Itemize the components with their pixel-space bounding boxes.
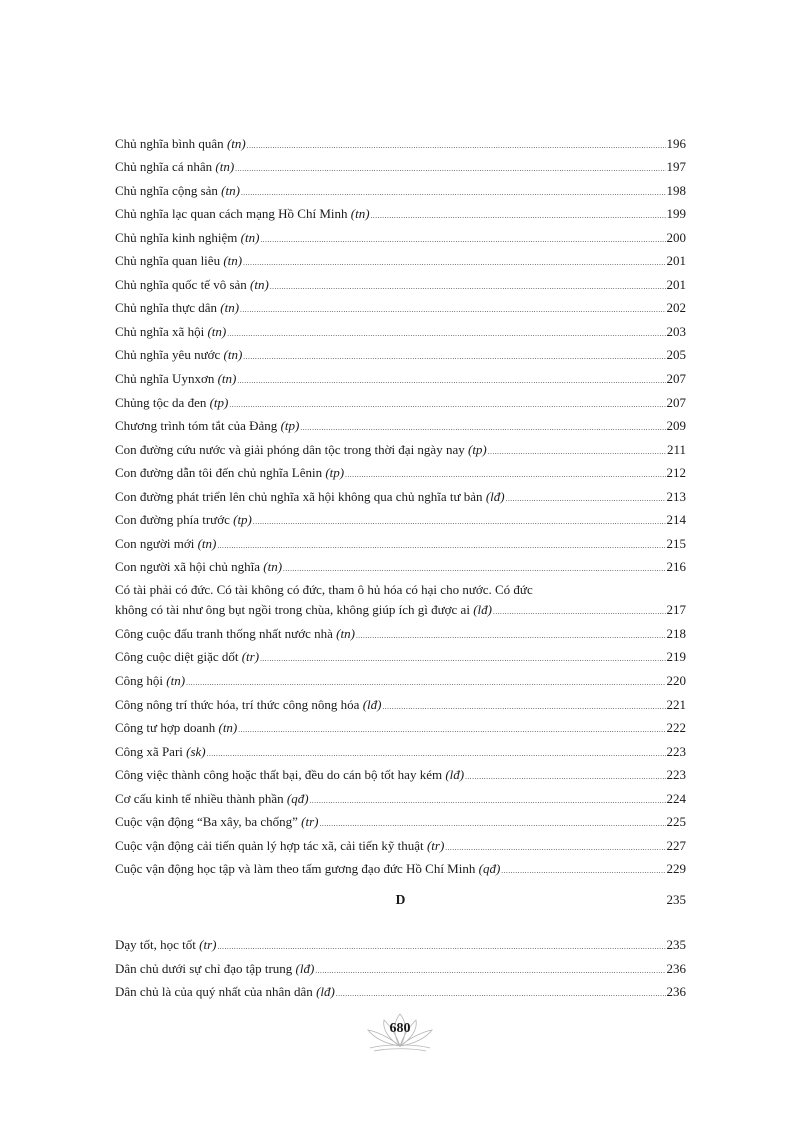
toc-entry [115, 714, 686, 738]
dot-leader [260, 656, 665, 662]
dot-leader [501, 868, 665, 874]
toc-entry [115, 482, 686, 506]
toc-entry-label [115, 813, 319, 831]
toc-entry-page: 219 [666, 649, 686, 665]
toc-entry-tag: (lđ) [473, 602, 492, 618]
toc-entry-page: 227 [666, 837, 686, 853]
toc-entry-page: 202 [666, 300, 686, 316]
toc-entry-page: 222 [666, 720, 686, 736]
toc-entry-page: 223 [666, 767, 686, 783]
toc-entry-label [115, 441, 487, 459]
toc-entry-text: Con đường phía trước [115, 512, 230, 528]
toc-entry-page: 201 [666, 276, 686, 292]
toc-entry-label [115, 346, 242, 364]
toc-entry-tag: (lđ) [295, 960, 315, 976]
dot-leader [207, 751, 666, 757]
toc-entry-page: 209 [666, 418, 686, 434]
toc-entry-text: Công nông trí thức hóa, trí thức công nông hóa [115, 696, 360, 712]
toc-entry-label [115, 323, 226, 341]
dot-leader [253, 519, 666, 525]
toc-entry-tag: (lđ) [445, 767, 465, 783]
toc-entry-text: Con người xã hội chủ nghĩa [115, 559, 260, 575]
toc-entry-tag: (tp) [233, 512, 252, 528]
toc-entry-tag: (qđ) [286, 790, 309, 806]
toc-entry-label [115, 252, 242, 270]
page-footer [360, 1010, 440, 1054]
dot-leader [310, 798, 666, 804]
toc-entry-text: Chủ nghĩa bình quân [115, 135, 224, 151]
dot-leader [247, 143, 666, 149]
toc-entry-text: Chủ nghĩa kinh nghiệm [115, 229, 238, 245]
toc-entry-page: 197 [666, 159, 686, 175]
dot-leader [465, 774, 665, 780]
entries-group-d [115, 930, 686, 1001]
toc-entry [115, 737, 686, 761]
toc-entry-tag: (tn) [197, 535, 217, 551]
toc-entry-label [115, 464, 344, 482]
toc-entry-label [115, 625, 355, 643]
toc-entry-page: 225 [666, 814, 686, 830]
toc-entry-label [115, 601, 492, 619]
dot-leader [506, 496, 666, 502]
toc-entry-tag: (tp) [467, 441, 487, 457]
toc-entry-text: Chủ nghĩa quan liêu [115, 253, 221, 269]
toc-entry-tag: (tr) [426, 837, 445, 853]
toc-entry-tag: (tr) [301, 814, 319, 830]
toc-entry-text: Dân chủ dưới sự chỉ đạo tập trung [115, 960, 293, 976]
dot-leader [240, 307, 665, 313]
toc-entry-label [115, 276, 269, 294]
toc-entry-page: 236 [666, 984, 686, 1000]
toc-entry-label [115, 719, 237, 737]
toc-entry-text: Cuộc vận động “Ba xây, ba chống” [115, 814, 298, 830]
toc-entry-label [115, 229, 259, 247]
toc-entry-label [115, 488, 505, 506]
toc-entry [115, 247, 686, 271]
toc-entry [115, 200, 686, 224]
toc-entry-page: 198 [666, 182, 686, 198]
toc-entry-label [115, 370, 236, 388]
toc-entry-label [115, 837, 444, 855]
toc-entry [115, 529, 686, 553]
toc-entry-page: 207 [666, 371, 686, 387]
toc-entry-tag: (tn) [221, 182, 240, 198]
dot-leader [345, 472, 665, 478]
toc-entry-text: Con đường cứu nước và giải phóng dân tộc trong thời đại ngày nay [115, 441, 465, 457]
toc-entry [115, 129, 686, 153]
dot-leader [260, 237, 665, 243]
toc-entry-tag: (tn) [218, 720, 238, 736]
toc-entry-tag: (tp) [325, 465, 345, 481]
toc-entry-tag: (tn) [350, 206, 370, 222]
toc-entry-page: 196 [666, 135, 686, 151]
toc-entry-text: Chủ nghĩa Uynxơn [115, 371, 215, 387]
page-number: 680 [389, 1021, 411, 1036]
dot-leader [371, 213, 666, 219]
toc-entry-tag: (tn) [223, 253, 243, 269]
dot-leader [186, 680, 665, 686]
toc-entry-label [115, 299, 239, 317]
toc-entry-page: 215 [666, 535, 686, 551]
toc-entry-text: Chủ nghĩa cộng sản [115, 182, 218, 198]
toc-entry [115, 690, 686, 714]
toc-entry-label [115, 696, 381, 714]
toc-entry-label [115, 417, 299, 435]
toc-entry-page: 223 [666, 743, 686, 759]
toc-entry-label [115, 936, 216, 954]
dot-leader [300, 425, 665, 431]
toc-entry-label [115, 790, 309, 808]
toc-entry-text: Cơ cấu kinh tế nhiều thành phần [115, 790, 284, 806]
toc-entry-text: Chủ nghĩa cá nhân [115, 159, 213, 175]
toc-entry-tag: (tp) [209, 394, 229, 410]
toc-entry-tag: (qđ) [478, 861, 501, 877]
toc-entry-text: Con người mới [115, 535, 195, 551]
toc-entry [115, 666, 686, 690]
entries-group-c [115, 129, 686, 576]
toc-entry-label [115, 135, 246, 153]
toc-entry-label [115, 983, 335, 1001]
toc-entry-tag: (tn) [226, 135, 246, 151]
toc-entry [115, 412, 686, 436]
toc-entry [115, 364, 686, 388]
toc-entry [115, 855, 686, 879]
toc-entry-label [115, 960, 314, 978]
toc-entry-text: Dân chủ là của quý nhất của nhân dân [115, 984, 313, 1000]
dot-leader [488, 449, 666, 455]
dot-leader [445, 845, 665, 851]
toc-entry-text: Chủ nghĩa xã hội [115, 323, 205, 339]
toc-entry-label [115, 182, 240, 200]
toc-entry-tag: (tn) [215, 159, 235, 175]
toc-entry [115, 978, 686, 1002]
toc-entry-page: 211 [666, 441, 686, 457]
toc-entry-page: 218 [666, 625, 686, 641]
toc-entry [115, 435, 686, 459]
toc-entry-text: Công xã Pari [115, 743, 183, 759]
section-letter: D [395, 892, 406, 908]
toc-entry [115, 270, 686, 294]
toc-entry-label [115, 672, 185, 690]
toc-entry-tag: (tn) [336, 625, 355, 641]
toc-entry-tag: (tn) [220, 300, 240, 316]
section-heading-d [115, 878, 686, 930]
toc-entry [115, 831, 686, 855]
toc-entry-text: Công việc thành công hoặc thất bại, đều do cán bộ tốt hay kém [115, 767, 443, 783]
toc-entry [115, 459, 686, 483]
dot-leader [493, 609, 666, 615]
dot-leader [382, 704, 665, 710]
toc-entry-page: 199 [666, 206, 686, 222]
toc-entry-line2: không có tài như ông bụt ngồi trong chùa, không giúp ích gì được ai [115, 602, 470, 618]
toc-entry [115, 619, 686, 643]
entries-group-c2 [115, 619, 686, 878]
dot-leader [283, 566, 665, 572]
toc-entry-text: Chủng tộc da đen [115, 394, 207, 410]
toc-entry [115, 784, 686, 808]
dot-leader [237, 378, 665, 384]
toc-entry-page: 229 [666, 861, 686, 877]
toc-entry-tag: (lđ) [362, 696, 382, 712]
dot-leader [235, 166, 665, 172]
dot-leader [227, 331, 665, 337]
section-page: 235 [666, 892, 686, 908]
toc-entry [115, 930, 686, 954]
dot-leader [217, 944, 665, 950]
toc-entry [115, 506, 686, 530]
toc-entry-tag: (tn) [263, 559, 283, 575]
toc-entry-label [115, 511, 252, 529]
toc-entry-text: Công cuộc diệt giặc dốt [115, 649, 239, 665]
toc-entry-text: Công cuộc đấu tranh thống nhất nước nhà [115, 625, 333, 641]
toc-entry-page: 213 [666, 488, 686, 504]
toc-entry-tag: (tr) [199, 936, 217, 952]
toc-entry [115, 388, 686, 412]
dot-leader [356, 633, 666, 639]
toc-entry-text: Công hội [115, 673, 164, 689]
toc-entry-multiline [115, 576, 686, 619]
toc-entry-page: 207 [666, 394, 686, 410]
toc-entry-page: 235 [666, 936, 686, 952]
toc-entry-tag: (tn) [250, 276, 269, 292]
toc-entry-text: Chương trình tóm tắt của Đảng [115, 418, 278, 434]
toc-entry-page: 224 [666, 790, 686, 806]
dot-leader [270, 284, 666, 290]
toc-entry [115, 223, 686, 247]
toc-entry-label [115, 394, 228, 412]
toc-entry-tag: (sk) [186, 743, 206, 759]
toc-entry-text: Cuộc vận động học tập và làm theo tấm gương đạo đức Hồ Chí Minh [115, 861, 476, 877]
toc-entry-tag: (tn) [223, 347, 243, 363]
toc-entry-tag: (lđ) [316, 984, 335, 1000]
toc-entry [115, 176, 686, 200]
toc-entry-page: 220 [666, 673, 686, 689]
toc-entry [115, 317, 686, 341]
toc-entry-label [115, 743, 206, 761]
toc-entry-tag: (tp) [280, 418, 300, 434]
dot-leader [320, 821, 666, 827]
dot-leader [243, 354, 665, 360]
toc-entry-page: 216 [666, 559, 686, 575]
toc-entry-page: 212 [666, 465, 686, 481]
table-of-contents [115, 129, 686, 1001]
toc-entry-line1: Có tài phải có đức. Có tài không có đức, tham ô hủ hóa có hại cho nước. Có đức [115, 582, 533, 598]
toc-entry-label [115, 535, 216, 553]
toc-entry-label [115, 205, 370, 223]
toc-entry-tag: (tn) [207, 323, 227, 339]
dot-leader [238, 727, 665, 733]
toc-entry [115, 341, 686, 365]
toc-entry [115, 153, 686, 177]
dot-leader [315, 968, 665, 974]
toc-entry-text: Chủ nghĩa yêu nước [115, 347, 221, 363]
toc-entry-tag: (tn) [166, 673, 186, 689]
toc-entry-text: Con đường dẫn tôi đến chủ nghĩa Lênin [115, 465, 323, 481]
toc-entry-label [115, 558, 282, 576]
toc-entry [115, 294, 686, 318]
toc-entry-page: 203 [666, 323, 686, 339]
toc-entry-text: Con đường phát triển lên chủ nghĩa xã hội không qua chủ nghĩa tư bản [115, 488, 483, 504]
toc-entry-page: 217 [666, 602, 686, 618]
dot-leader [229, 402, 665, 408]
dot-leader [241, 190, 666, 196]
toc-entry-tag: (tr) [241, 649, 260, 665]
toc-entry-label [115, 158, 234, 176]
toc-entry-page: 201 [666, 253, 686, 269]
toc-entry-text: Công tư hợp doanh [115, 720, 216, 736]
toc-entry-text: Chủ nghĩa thực dân [115, 300, 218, 316]
toc-entry [115, 553, 686, 577]
toc-entry-text: Cuộc vận động cải tiến quản lý hợp tác xã, cải tiến kỹ thuật [115, 837, 424, 853]
toc-entry-label [115, 648, 259, 666]
toc-entry-tag: (tn) [217, 371, 237, 387]
toc-entry [115, 761, 686, 785]
toc-entry-page: 205 [666, 347, 686, 363]
toc-entry [115, 808, 686, 832]
toc-entry-page: 236 [666, 960, 686, 976]
toc-entry [115, 643, 686, 667]
toc-entry-page: 214 [666, 512, 686, 528]
toc-entry-label [115, 860, 500, 878]
dot-leader [243, 260, 665, 266]
toc-entry-tag: (lđ) [485, 488, 505, 504]
dot-leader [336, 991, 666, 997]
toc-entry [115, 954, 686, 978]
toc-entry-text: Chủ nghĩa quốc tế vô sản [115, 276, 247, 292]
toc-entry-page: 221 [666, 696, 686, 712]
dot-leader [217, 543, 665, 549]
toc-entry-label [115, 766, 464, 784]
toc-entry-text: Chủ nghĩa lạc quan cách mạng Hồ Chí Minh [115, 206, 348, 222]
toc-entry-tag: (tn) [240, 229, 260, 245]
toc-entry-text: Dạy tốt, học tốt [115, 936, 196, 952]
toc-entry-page: 200 [666, 229, 686, 245]
